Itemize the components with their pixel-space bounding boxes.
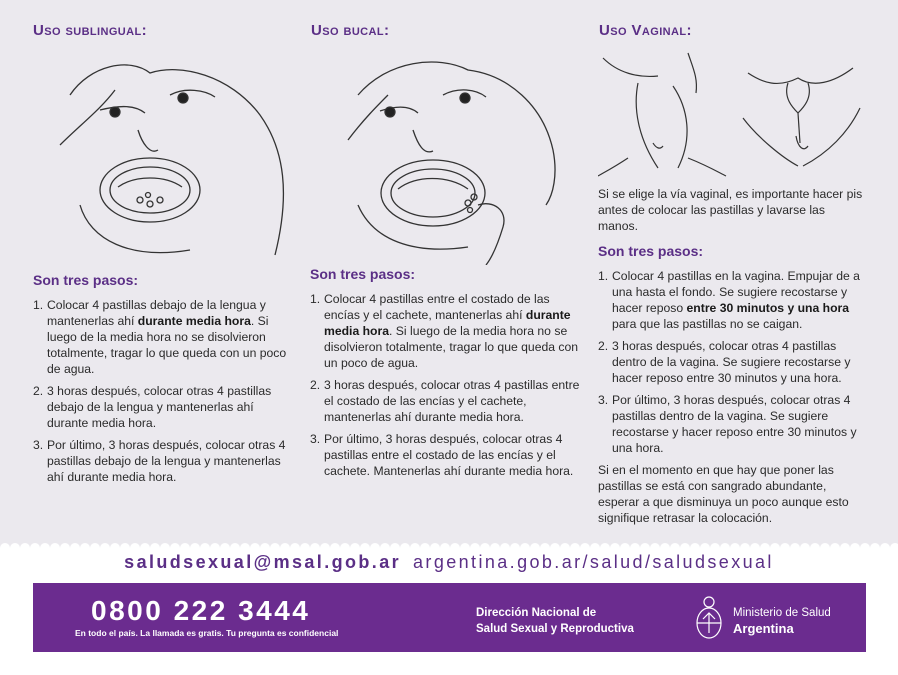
list-item: 3. Por último, 3 horas después, colocar otras 4 pastillas dentro de la vagina. Se sugiere recostarse y hacer reposo entre 30 minutos y una hora. <box>598 393 857 455</box>
list-item: 3. Por último, 3 horas después, colocar otras 4 pastillas entre el costado de las encías y el cachete. Mantenerlas ahí durante media hora. <box>310 432 574 478</box>
contacts-line <box>0 552 898 573</box>
sublingual-title: Uso sublingual: <box>33 22 147 39</box>
face-sublingual-illustration <box>40 55 295 265</box>
face-bucal-illustration <box>318 55 578 265</box>
ministry-label: Ministerio de Salud Argentina <box>733 607 831 636</box>
web-link[interactable]: argentina.gob.ar/salud/saludsexual <box>413 552 774 572</box>
footer-banner <box>33 583 866 652</box>
bucal-title: Uso bucal: <box>311 22 390 39</box>
bucal-steps-title: Son tres pasos: <box>310 266 416 282</box>
list-item: 1. Colocar 4 pastillas en la vagina. Empujar de a una hasta el fondo. Se sugiere recostarse y hacer reposo entre 30 minutos y una hora para que las pastillas no se caigan. <box>598 269 860 331</box>
list-item: 2. 3 horas después, colocar otras 4 pastillas debajo de la lengua y mantenerlas ahí durante media hora. <box>33 384 272 430</box>
list-item: 1. Colocar 4 pastillas debajo de la lengua y mantenerlas ahí durante media hora. Si luego de la media hora no se disolvieron totalmente, tragar lo que queda con un poco de agua. <box>33 298 287 376</box>
vaginal-intro: Si se elige la vía vaginal, es importante hacer pis antes de colocar las pastillas y lavarse las manos. <box>598 187 863 233</box>
direction-label: Dirección Nacional de Salud Sexual y Reproductiva <box>476 607 634 635</box>
sublingual-steps-title: Son tres pasos: <box>33 272 139 288</box>
vaginal-steps-title: Son tres pasos: <box>598 243 704 259</box>
list-item: 3. Por último, 3 horas después, colocar otras 4 pastillas debajo de la lengua y mantenerlas ahí durante media hora. <box>33 438 286 484</box>
email-link[interactable]: saludsexual@msal.gob.ar <box>124 552 402 572</box>
phone-note: En todo el país. La llamada es gratis. Tu pregunta es confidencial <box>75 628 339 638</box>
vaginal-note: Si en el momento en que hay que poner las pastillas se está con sangrado abundante, esperar a que disminuya un poco aunque esto signifique retrasar la colocación. <box>598 463 849 525</box>
coat-of-arms-icon <box>693 595 725 646</box>
phone-number[interactable]: 0800 222 3444 <box>91 595 311 626</box>
vaginal-title: Uso Vaginal: <box>599 22 692 39</box>
vaginal-illustration <box>598 48 866 178</box>
list-item: 2. 3 horas después, colocar otras 4 pastillas dentro de la vagina. Se sugiere recostarse y hacer reposo entre 30 minutos y una hora. <box>598 339 851 385</box>
list-item: 2. 3 horas después, colocar otras 4 pastillas entre el costado de las encías y el cachete, mantenerlas ahí durante media hora. <box>310 378 580 424</box>
list-item: 1. Colocar 4 pastillas entre el costado de las encías y el cachete, mantenerlas ahí durante media hora. Si luego de la media hora no se disolvieron totalmente, tragar lo que queda con un poco de agua. <box>310 292 579 370</box>
